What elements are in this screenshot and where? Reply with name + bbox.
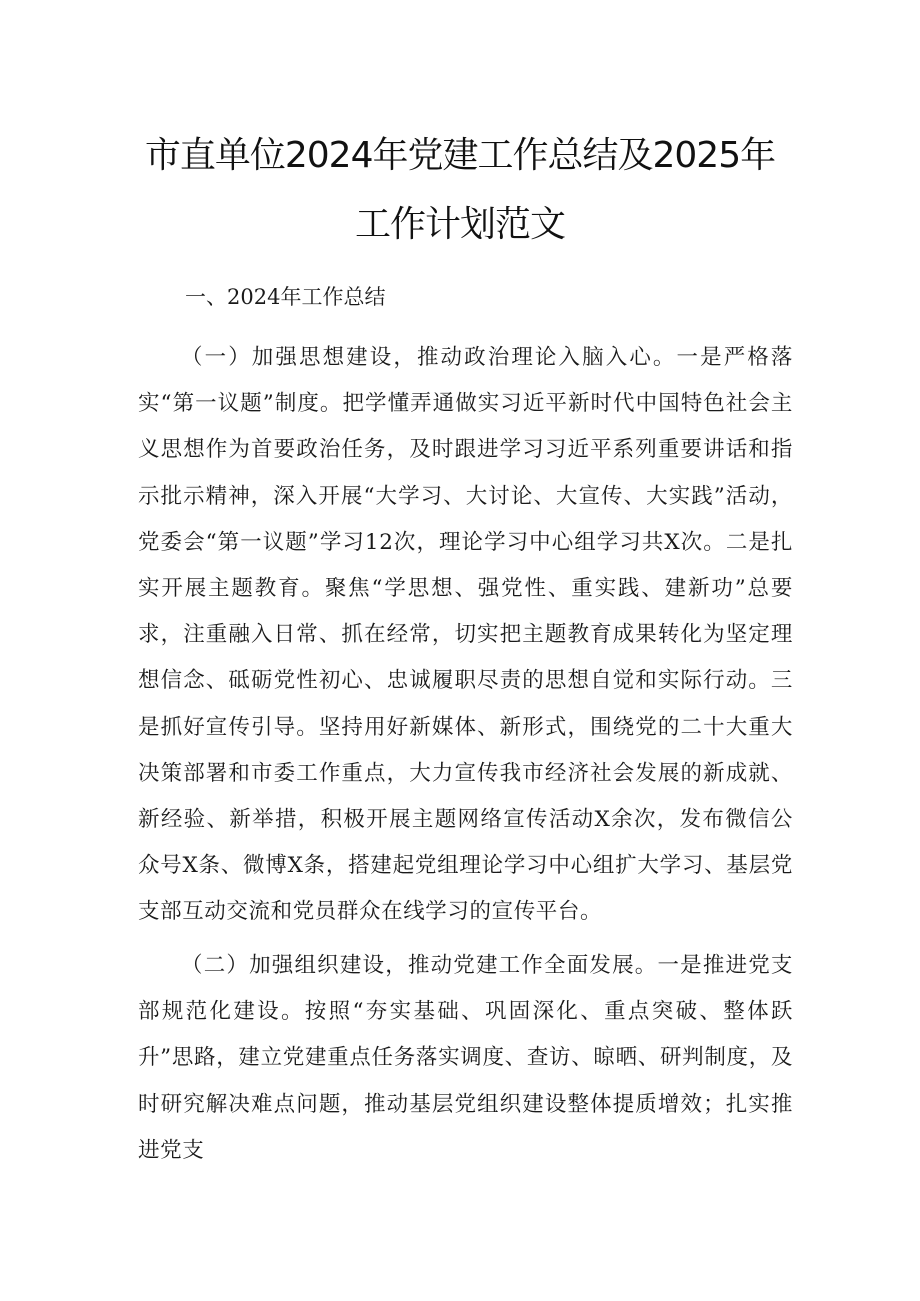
paragraph-organization-building: （二）加强组织建设，推动党建工作全面发展。一是推进党支部规范化建设。按照“夯实基础、巩固深化、重点突破、整体跃升”思路，建立党建重点任务落实调度、查访、晾晒、研判制度，及时研究解决难点问题，推动基层党组织建设整体提质增效；扎实推进党支 bbox=[138, 953, 793, 1163]
document-title-line-1: 市直单位2024年党建工作总结及2025年 bbox=[144, 135, 776, 176]
paragraph-thought-building: （一）加强思想建设，推动政治理论入脑入心。一是严格落实“第一议题”制度。把学懂弄通做实习近平新时代中国特色社会主义思想作为首要政治任务，及时跟进学习习近平系列重要讲话和指示批示精神，深入开展“大学习、大讨论、大宣传、大实践”活动，党委会“第一议题”学习12次，理论学习中心组学习共X次。二是扎实开展主题教育。聚焦“学思想、强党性、重实践、建新功”总要求，注重融入日常、抓在经常，切实把主题教育成果转化为坚定理想信念、砥砺党性初心、忠诚履职尽责的思想自觉和实际行动。三是抓好宣传引导。坚持用好新媒体、新形式，围绕党的二十大重大决策部署和市委工作重点，大力宣传我市经济社会发展的新成就、新经验、新举措，积极开展主题网络宣传活动X余次，发布微信公众号X条、微博X条，搭建起党组理论学习中心组扩大学习、基层党支部互动交流和党员群众在线学习的宣传平台。 bbox=[138, 345, 793, 925]
document-title-line-2: 工作计划范文 bbox=[354, 204, 565, 245]
section-heading: 一、2024年工作总结 bbox=[185, 285, 386, 309]
